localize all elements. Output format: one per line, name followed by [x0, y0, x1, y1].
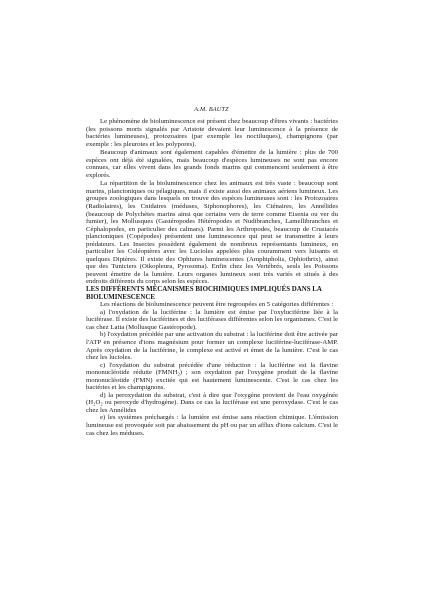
- paragraph-distribution: La répartition de la bioluminescence chez les animaux est très vaste : beaucoup sont marins, planctoniques ou pélagiques, mais il existe aussi des animaux aériens lumineux. Les groupes zoologiques dans lesquels on trouve des espèces lumineuses sont : les Protozoaires (Radiolaires), les Cnidaires (méduses, Siphonophores), les Cténaires, les Annélides (beaucoup de Polychètes marins ainsi que certains vers de terre comme Eisenia ou ver du fumier), les Mollusques (Gastéropodes Hétéropodes et Nudibranches, Lamellibranches et Céphalopodes, en particulier des calmars). Parmi les Arthropodes, beaucoup de Crustacés planctoniques (Copépodes) présentent une luminescence qui peut se transmettre à leurs prédateurs. Les Insectes possèdent également de nombreux représentants lumineux, en particulier les Coléoptères avec les Lucioles appelées plus couramment vers luisants et quelques Diptères. Il existe des Ophiures luminescentes (Amphipholis, Ophiothrix), ainsi que des Tuniciers (Oikopleura, Pyrosoma). Enfin chez les Vertébrés, seuls les Poissons peuvent émettre de la lumière. Leurs organes lumineux sont très variés et situés à des endroits différents du corps selon les espèces.: [86, 180, 338, 286]
- list-item: a) l'oxydation de la luciférine : la lumière est émise par l'oxyluciférine liée à la luciférase. Il existe des luciférines et des luciférases différentes selon les organismes. C'est le cas chez Latia (Mollusque Gastéropode).: [86, 308, 338, 331]
- section-heading: LES DIFFÉRENTS MÉCANISMES BIOCHIMIQUES IMPLIQUÉS DANS LA BIOLUMINESCENCE: [86, 286, 322, 301]
- list-item: e) les systèmes préchargés : la lumière est émise sans réaction chimique. L'émission lumineuse est provoquée soit par abaissement du pH ou par un afflux d'ions calcium. C'est le cas chez les méduses.: [86, 414, 338, 437]
- running-head: A.M. BAUTZ: [194, 106, 229, 113]
- body-text: [86, 118, 338, 437]
- paragraph-intro: Le phénomène de bioluminescence est présent chez beaucoup d'êtres vivants : bactéries (les poissons morts signalés par Aristote devaient leur luminescence à la présence de bactéries lumineuses), protozoaires (par exemple les noctiluques), champignons (par exemple : les pleurotes et les polypores).: [86, 118, 338, 148]
- list-item: b) l'oxydation précédée par une activation du substrat : la luciférine doit être activée par l'ATP en présence d'ions magnésium pour former un complexe luciférine-luciférase-AMP. Après oxydation de la luciférine, le complexe est activé et émet de la lumière. C'est le cas chez les lucioles.: [86, 331, 338, 362]
- list-item: c) l'oxydation du substrat précédée d'une réduction : la luciférine est la flavine mononucléotide réduite (FMNH₂) ; son oxydation par l'oxygène produit de la flavine mononucléotide (FMN) excitée qui est hautement luminescente. C'est le cas chez les bactéries et les champignons.: [86, 361, 338, 392]
- list-item: d) la peroxydation du substrat, c'est à dire que l'oxygène provient de l'eau oxygénée (H₂O₂ ou peroxyde d'hydrogène). Dans ce cas la luciférase est une peroxydase. C'est le cas chez les Annélides: [86, 391, 338, 414]
- section-intro: Les réactions de bioluminescence peuvent être regroupées en 5 catégories différentes :: [100, 301, 334, 309]
- paragraph-animals: Beaucoup d'animaux sont également capables d'émettre de la lumière : plus de 700 espèces ont déjà été signalées, mais beaucoup d'espèces lumineuses ne sont pas encore connues, car elles vivent dans les grands fonds marins qui commencent seulement à être explorés.: [86, 149, 338, 179]
